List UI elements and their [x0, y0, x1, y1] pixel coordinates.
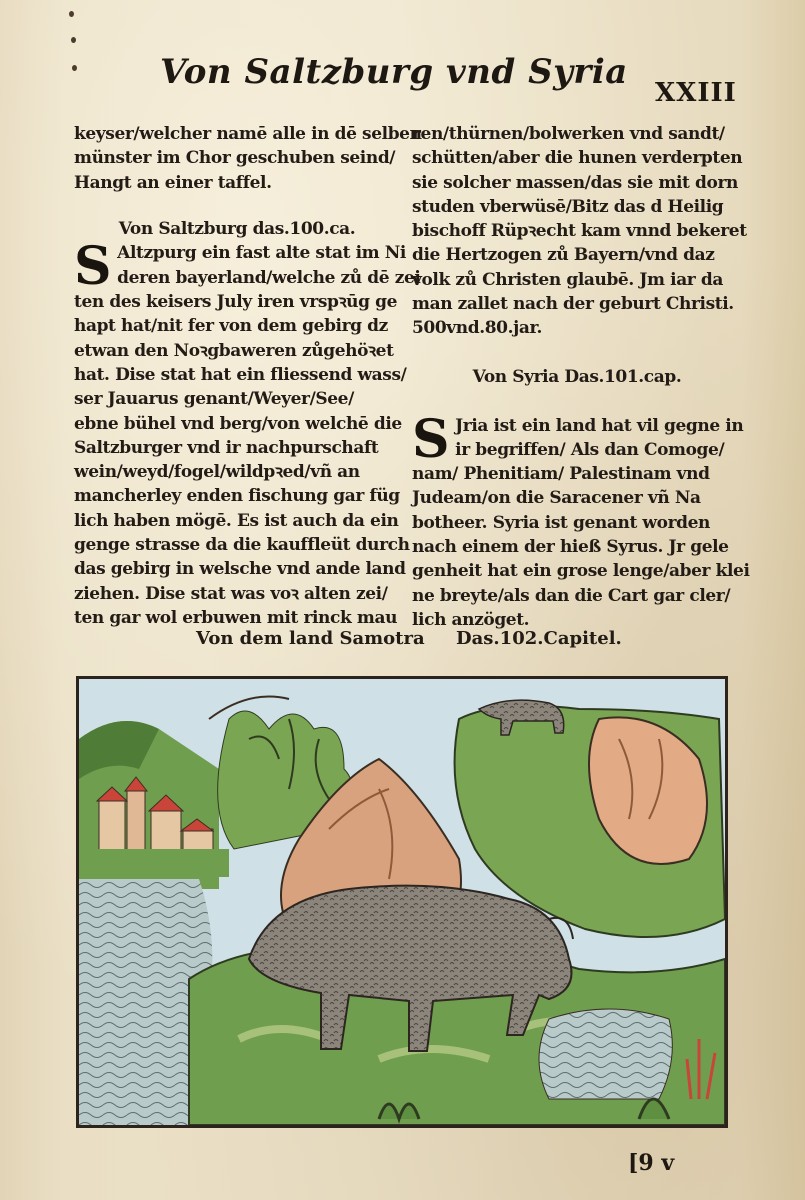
chapter-heading: Von Saltzburg das.100.ca. [118, 219, 356, 240]
text-line: sie solcher massen/das sie mit dorn [412, 172, 738, 193]
text-line: ir begriffen/ Als dan Comoge/ [455, 439, 725, 460]
text-line: Saltzburger vnd ir nachpurschaft [74, 437, 379, 458]
running-title: Von Saltzburg vnd Syria [160, 52, 628, 92]
text-line: Jria ist ein land hat vil gegne in [455, 415, 744, 436]
text-line: Judeam/on die Saracener vñ Na [412, 488, 701, 509]
section-title-left: Von dem land Samotra [196, 628, 425, 649]
text-line: hapt hat/nit fer von dem gebirg dz [74, 316, 388, 337]
dropcap-letter: S [74, 236, 112, 298]
text-line: man zallet nach der geburt Christi. [412, 294, 734, 315]
woodcut-scene [79, 679, 725, 1125]
binding-hole [72, 65, 77, 71]
dropcap-block [412, 408, 744, 470]
text-line: bischoff Rüpꝛecht kam vnnd bekeret [412, 221, 747, 242]
section-title-right: Das.102.Capitel. [456, 628, 622, 649]
binding-hole [69, 11, 74, 17]
text-line: hat. Dise stat hat ein fliessend wass/ [74, 364, 407, 385]
gathering-signature: [9 v [628, 1150, 675, 1176]
text-line: ne breyte/als dan die Cart gar cler/ [412, 585, 731, 606]
text-line: keyser/welcher namē alle in dē selben [74, 124, 422, 144]
text-line: ten gar wol erbuwen mit rinck mau [74, 607, 398, 628]
text-line: nach einem der hieß Syrus. Jr gele [412, 537, 729, 558]
text-line: genge strasse da die kauffleüt durch [74, 535, 410, 556]
text-line: deren bayerland/welche zů dē zei [117, 267, 421, 288]
text-line: ten des keisers July iren vrspꝛūg ge [74, 292, 398, 313]
text-line: etwan den Noꝛgbaweren zůgehöꝛet [74, 340, 394, 361]
text-line: münster im Chor geschuben seind/ [74, 148, 396, 169]
text-line: lich anzöget. [412, 609, 530, 630]
text-line: genheit hat ein grose lenge/aber klei [412, 561, 750, 582]
folio-number: XXIII [655, 78, 737, 108]
chapter-heading: Von Syria Das.101.cap. [472, 366, 682, 387]
text-line: lich haben mögē. Es ist auch da ein [74, 510, 399, 531]
pond-right [539, 1009, 672, 1099]
text-line: die Hertzogen zů Bayern/vnd daz [412, 245, 715, 266]
right-column [412, 122, 750, 632]
dropcap-block [74, 236, 421, 298]
text-line: schütten/aber die hunen verderpten [412, 148, 743, 169]
text-line: das gebirg in welsche vnd ande land [74, 559, 406, 580]
text-line: 500vnd.80.jar. [412, 318, 542, 339]
text-line: Hangt an einer taffel. [74, 172, 272, 193]
woodcut-illustration [76, 676, 728, 1128]
text-line: mancherley enden fischung gar füg [74, 486, 400, 507]
text-line: botheer. Syria ist genant worden [412, 512, 711, 533]
text-line: ziehen. Dise stat was voꝛ alten zei/ [74, 583, 388, 604]
dropcap-letter: S [412, 408, 450, 470]
binding-hole [71, 37, 76, 43]
text-line: nam/ Phenitiam/ Palestinam vnd [412, 464, 710, 485]
left-column [74, 122, 422, 630]
text-line: ser Jauarus genant/Weyer/See/ [74, 389, 354, 410]
text-line: studen vberwüsē/Bitz das d Heilig [412, 196, 724, 217]
text-line: wein/weyd/fogel/wildpꝛed/vñ an [74, 462, 360, 483]
text-line: ebne bühel vnd berg/von welchē die [74, 413, 402, 434]
text-line: ren/thürnen/bolwerken vnd sandt/ [412, 124, 725, 144]
text-line: Altzpurg ein fast alte stat im Ni [117, 243, 406, 264]
text-line: volk zů Christen glaubē. Jm iar da [412, 269, 723, 290]
